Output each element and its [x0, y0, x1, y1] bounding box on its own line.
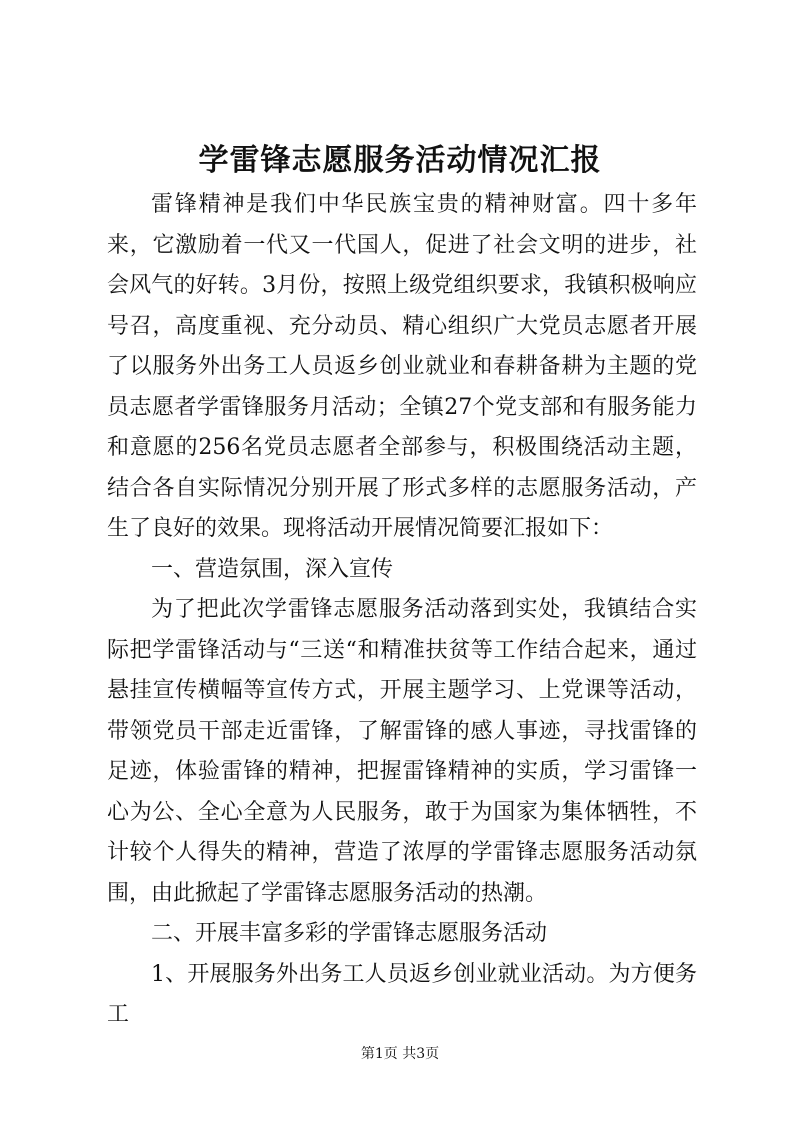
- document-body: [107, 185, 697, 1036]
- section-heading-1: 一、营造氛围，深入宣传: [151, 556, 394, 582]
- section-2-item-1-paragraph: 1、开展服务外出务工人员返乡创业就业活动。为方便务工: [107, 961, 697, 1027]
- section-heading-2: 二、开展丰富多彩的学雷锋志愿服务活动: [151, 921, 548, 946]
- section-1-paragraph: 为了把此次学雷锋志愿服务活动落到实处，我镇结合实际把学雷锋活动与“三送“和精准扶贫等工作结合起来，通过悬挂宣传横幅等宣传方式，开展主题学习、上党课等活动，带领党员干部走近雷锋，了解雷锋的感人事迹，寻找雷锋的足迹，体验雷锋的精神，把握雷锋精神的实质，学习雷锋一心为公、全心全意为人民服务，敢于为国家为集体牺牲，不计较个人得失的精神，营造了浓厚的学雷锋志愿服务活动氛围，由此掀起了学雷锋志愿服务活动的热潮。: [107, 597, 697, 906]
- page-title: 学雷锋志愿服务活动情况汇报: [198, 143, 602, 178]
- page-number-footer: 第1页 共3页: [360, 1046, 440, 1062]
- intro-paragraph: 雷锋精神是我们中华民族宝贵的精神财富。四十多年来，它激励着一代又一代国人，促进了社会文明的进步，社会风气的好转。3月份，按照上级党组织要求，我镇积极响应号召，高度重视、充分动员、精心组织广大党员志愿者开展了以服务外出务工人员返乡创业就业和春耕备耕为主题的党员志愿者学雷锋服务月活动；全镇27个党支部和有服务能力和意愿的256名党员志愿者全部参与，积极围绕活动主题，结合各自实际情况分别开展了形式多样的志愿服务活动，产生了良好的效果。现将活动开展情况简要汇报如下：: [107, 192, 697, 541]
